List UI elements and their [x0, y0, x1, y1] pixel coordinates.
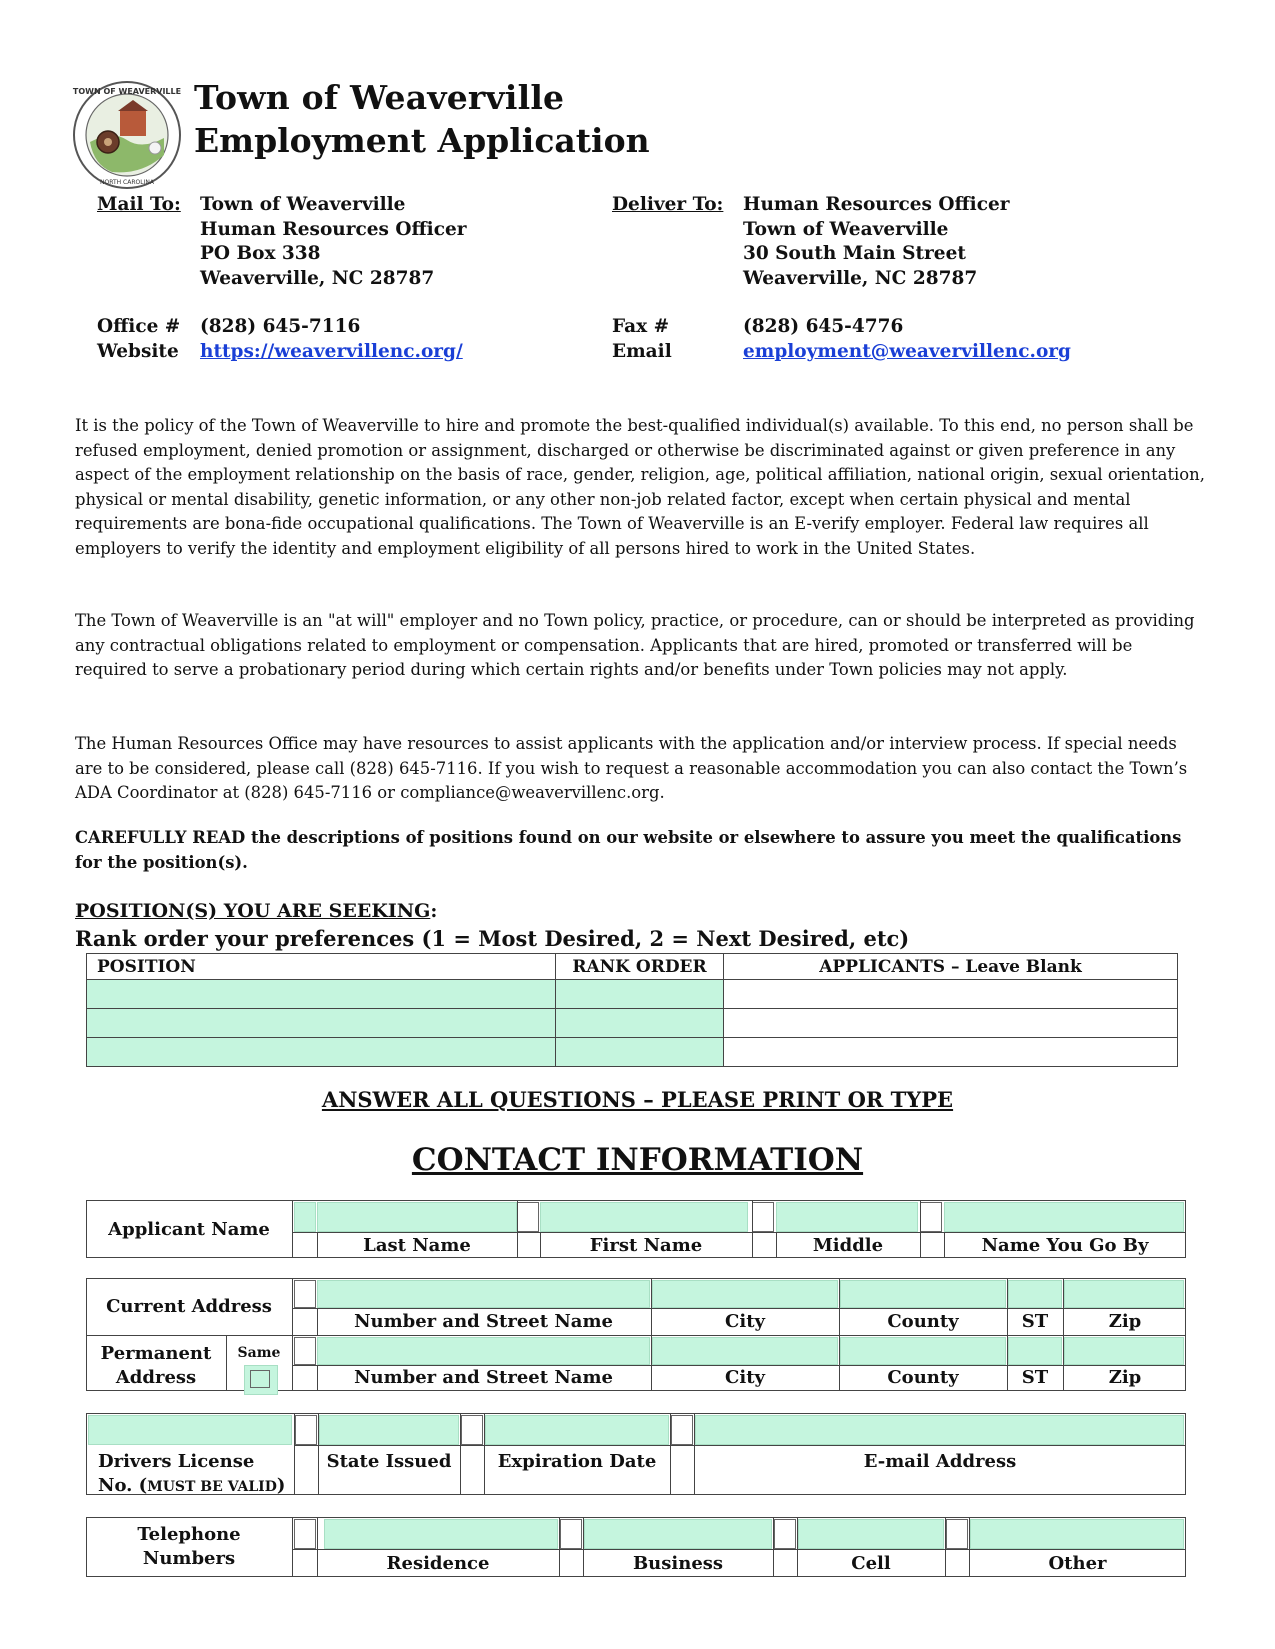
state-issued-label: State Issued — [326, 1451, 452, 1472]
first-name-input[interactable] — [540, 1202, 748, 1232]
telephone-label-2: Numbers — [142, 1548, 236, 1569]
current-street-label: Number and Street Name — [354, 1311, 613, 1332]
license-number-input[interactable] — [88, 1415, 292, 1445]
middle-name-input[interactable] — [776, 1202, 918, 1232]
permanent-street-label: Number and Street Name — [354, 1367, 613, 1388]
column-header-rank: RANK ORDER — [556, 954, 724, 980]
column-header-position: POSITION — [87, 954, 556, 980]
deliver-line: 30 South Main Street — [743, 243, 966, 264]
permanent-city-label: City — [725, 1367, 765, 1388]
office-phone: (828) 645-7116 — [200, 316, 361, 337]
deliver-line: Town of Weaverville — [743, 218, 949, 240]
positions-subheading: Rank order your preferences (1 = Most Desired, 2 = Next Desired, etc) — [75, 926, 910, 951]
positions-heading-text: POSITION(S) YOU ARE SEEKING — [75, 900, 431, 922]
website-label: Website — [97, 341, 179, 362]
permanent-county-input[interactable] — [840, 1337, 1006, 1365]
answer-all-instruction: ANSWER ALL QUESTIONS – PLEASE PRINT OR TYPE — [321, 1087, 954, 1112]
positions-table — [86, 953, 1178, 1067]
permanent-street-input[interactable] — [317, 1337, 650, 1365]
accommodation-paragraph — [75, 732, 1205, 806]
permanent-state-input[interactable] — [1008, 1337, 1062, 1365]
spacer-cell — [517, 1202, 539, 1232]
read-carefully-text: CAREFULLY READ the descriptions of positions found on our website or elsewhere to assure you meet the qualifications for the position(s). — [75, 828, 1182, 872]
spacer-cell — [752, 1202, 774, 1232]
spacer-cell — [461, 1415, 483, 1445]
table-row — [87, 1038, 1178, 1067]
rank-input-2[interactable] — [556, 1009, 724, 1038]
read-carefully-paragraph — [75, 826, 1205, 875]
at-will-paragraph — [75, 609, 1205, 683]
email-link[interactable]: employment@weavervillenc.org — [743, 341, 1071, 362]
current-city-input[interactable] — [652, 1280, 838, 1308]
spacer-cell — [560, 1519, 582, 1549]
go-by-name-label: Name You Go By — [981, 1235, 1149, 1256]
current-county-input[interactable] — [840, 1280, 1006, 1308]
license-label-2-text: No. ( — [98, 1475, 148, 1496]
town-seal-logo — [72, 80, 182, 190]
current-zip-label: Zip — [1108, 1311, 1142, 1332]
website-link[interactable]: https://weavervillenc.org/ — [200, 341, 463, 362]
deliver-line: Weaverville, NC 28787 — [743, 267, 978, 289]
applicant-name-label: Applicant Name — [108, 1219, 270, 1240]
current-state-input[interactable] — [1008, 1280, 1062, 1308]
permanent-city-input[interactable] — [652, 1337, 838, 1365]
last-name-input[interactable] — [317, 1202, 517, 1232]
same-as-current-label: Same — [237, 1345, 281, 1361]
positions-heading — [75, 900, 437, 922]
mail-to-label: Mail To: — [97, 194, 181, 215]
page-title-line1: Town of Weaverville — [194, 78, 565, 117]
fax-number: (828) 645-4776 — [743, 316, 904, 337]
positions-heading-colon: : — [430, 900, 438, 922]
rank-input-1[interactable] — [556, 980, 724, 1009]
spacer-cell — [294, 1202, 316, 1232]
spacer-cell — [774, 1519, 796, 1549]
email-address-label: E-mail Address — [863, 1451, 1017, 1472]
policy-text: It is the policy of the Town of Weaverville to hire and promote the best-qualified individual(s) available. To this end, no person shall be refused employment, denied promotion or assignment, discharged or otherwise be discriminated against or given preference in any aspect of the employment relationship on the basis of race, gender, religion, age, political affiliation, national origin, sexual orientation, physical or mental disability, genetic information, or any other non-job related factor, except when certain physical and mental requirements are bona-fide occupational qualifications. The Town of Weaverville is an E-verify employer. Federal law requires all employers to verify the identity and employment eligibility of all persons hired to work in the United States. — [75, 416, 1205, 558]
expiration-date-label: Expiration Date — [497, 1451, 657, 1472]
mail-to-address — [200, 193, 466, 291]
other-label: Other — [1048, 1553, 1107, 1574]
license-label-2-end: ) — [276, 1475, 286, 1496]
spacer-cell — [294, 1519, 316, 1549]
policy-paragraph — [75, 414, 1205, 561]
current-county-label: County — [887, 1311, 959, 1332]
mail-line: Human Resources Officer — [200, 218, 467, 240]
business-phone-input[interactable] — [584, 1519, 772, 1549]
permanent-zip-input[interactable] — [1064, 1337, 1184, 1365]
svg-text:TOWN OF WEAVERVILLE: TOWN OF WEAVERVILLE — [72, 87, 182, 96]
page-title-line2: Employment Application — [194, 121, 650, 160]
license-expiration-input[interactable] — [485, 1415, 669, 1445]
same-as-current-checkbox[interactable] — [250, 1370, 270, 1388]
current-state-label: ST — [1021, 1311, 1049, 1332]
spacer-cell — [295, 1415, 317, 1445]
spacer-cell — [920, 1202, 942, 1232]
current-street-input[interactable] — [317, 1280, 650, 1308]
cell-label: Cell — [851, 1553, 891, 1574]
spacer-cell — [671, 1415, 693, 1445]
mail-line: PO Box 338 — [200, 243, 321, 264]
last-name-label: Last Name — [363, 1235, 471, 1256]
applicants-blank-cell — [724, 1038, 1178, 1067]
rank-input-3[interactable] — [556, 1038, 724, 1067]
current-zip-input[interactable] — [1064, 1280, 1184, 1308]
license-label-2 — [98, 1475, 285, 1496]
business-label: Business — [632, 1553, 724, 1574]
deliver-line: Human Resources Officer — [743, 194, 1010, 215]
current-address-label: Current Address — [106, 1296, 272, 1317]
permanent-address-label-1: Permanent — [100, 1343, 212, 1364]
spacer-cell — [946, 1519, 968, 1549]
spacer-cell — [294, 1280, 316, 1308]
residence-phone-input[interactable] — [324, 1519, 558, 1549]
other-phone-input[interactable] — [970, 1519, 1184, 1549]
telephone-label-1: Telephone — [137, 1524, 241, 1545]
name-you-go-by-input[interactable] — [944, 1202, 1184, 1232]
deliver-to-label: Deliver To: — [612, 194, 724, 215]
middle-name-label: Middle — [812, 1235, 884, 1256]
residence-label: Residence — [386, 1553, 490, 1574]
position-input-1[interactable] — [87, 980, 556, 1009]
first-name-label: First Name — [589, 1235, 703, 1256]
mail-line: Weaverville, NC 28787 — [200, 267, 435, 289]
cell-phone-input[interactable] — [798, 1519, 944, 1549]
mail-line: Town of Weaverville — [200, 194, 406, 215]
at-will-text: The Town of Weaverville is an "at will" employer and no Town policy, practice, or procedure, can or should be interpreted as providing any contractual obligations related to employment or compensation. Applicants that are hired, promoted or transferred will be required to serve a probationary period during which certain rights and/or benefits under Town policies may not apply. — [75, 611, 1195, 679]
license-must-be-valid: MUST BE VALID — [147, 1479, 277, 1495]
accommodation-text: The Human Resources Office may have resources to assist applicants with the application and/or interview process. If special needs are to be considered, please call (828) 645-7116. If you wish to request a reasonable accommodation you can also contact the Town’s ADA Coordinator at (828) 645-7116 or compliance@weavervillenc.org. — [75, 734, 1188, 802]
permanent-state-label: ST — [1021, 1367, 1049, 1388]
office-label: Office # — [97, 316, 181, 337]
license-label-1: Drivers License — [98, 1451, 255, 1472]
permanent-address-label-2: Address — [115, 1367, 197, 1388]
svg-text:NORTH CAROLINA: NORTH CAROLINA — [100, 179, 154, 186]
fax-label: Fax # — [612, 316, 670, 337]
contact-section-title: CONTACT INFORMATION — [411, 1142, 864, 1178]
position-input-2[interactable] — [87, 1009, 556, 1038]
applicants-blank-cell — [724, 980, 1178, 1009]
table-row — [87, 1009, 1178, 1038]
current-city-label: City — [725, 1311, 765, 1332]
license-state-input[interactable] — [319, 1415, 459, 1445]
column-header-applicants: APPLICANTS – Leave Blank — [724, 954, 1178, 980]
email-address-input[interactable] — [695, 1415, 1184, 1445]
spacer-cell — [294, 1337, 316, 1365]
permanent-zip-label: Zip — [1108, 1367, 1142, 1388]
permanent-county-label: County — [887, 1367, 959, 1388]
deliver-to-address — [743, 193, 1009, 291]
position-input-3[interactable] — [87, 1038, 556, 1067]
email-label: Email — [612, 341, 672, 362]
applicants-blank-cell — [724, 1009, 1178, 1038]
table-row — [87, 980, 1178, 1009]
table-header-row — [87, 954, 1178, 980]
